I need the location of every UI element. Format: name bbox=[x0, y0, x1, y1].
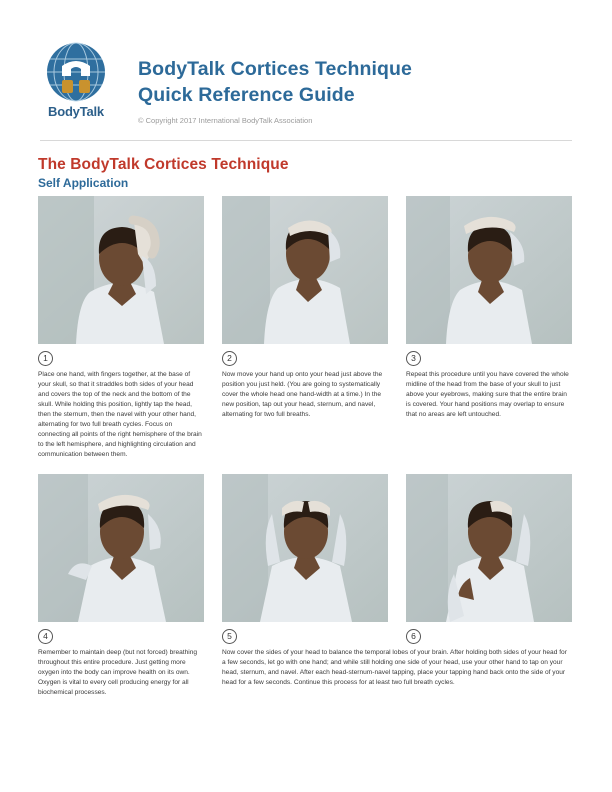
document-header bbox=[40, 42, 572, 134]
step-number-row-5 bbox=[222, 622, 388, 646]
step-number-1: 1 bbox=[38, 351, 53, 366]
step-photo-block-6 bbox=[406, 474, 572, 646]
step-photo-6 bbox=[406, 474, 572, 622]
step-caption-1: Place one hand, with fingers together, at the base of your skull, so that it straddles both sides of your head and covers the top of the neck and the bottom of the skull. While holding this position, lightly tap the head, then the sternum, then the navel with your other hand, alternating for two full breath cycles. Focus on connecting all points of the right hemisphere of the brain to the left hemisphere, and highlighting circulation and communication between them. bbox=[38, 371, 202, 459]
steps-grid bbox=[38, 196, 574, 698]
step-caption-2: Now move your hand up onto your head just above the position you just held. (You are going to systematically cover the whole head one hand-width at a time.) In the new position, tap out your head, sternum, and navel, alternating for two full breaths. bbox=[222, 371, 383, 419]
header-title-block bbox=[138, 42, 412, 125]
person-hand-above-eyebrows-photo bbox=[406, 196, 572, 344]
step-photo-2 bbox=[222, 196, 388, 344]
step-number-row-3 bbox=[406, 344, 572, 368]
step-number-2: 2 bbox=[222, 351, 237, 366]
bodytalk-logo bbox=[40, 42, 112, 124]
step-number-row-6 bbox=[406, 622, 572, 646]
document-title: BodyTalk Cortices Technique bbox=[138, 58, 412, 80]
document-subtitle: Quick Reference Guide bbox=[138, 84, 355, 107]
step-caption-5: Now cover the sides of your head to balance the temporal lobes of your brain. After holding both sides of your head for a few seconds, let go with one hand; and while still holding one side of your head, use your other hand to tap on your head, sternum, and navel. After each head-sternum-navel tapping, place your tapping hand back onto the side of your head for a few seconds. Continue this process for at least two full breath cycles. bbox=[222, 649, 567, 687]
step-number-row-4 bbox=[38, 622, 204, 646]
person-hand-upper-head-photo bbox=[222, 196, 388, 344]
person-one-hand-side-tapping-photo bbox=[406, 474, 572, 622]
copyright-notice: © Copyright 2017 International BodyTalk Association bbox=[138, 115, 313, 125]
step-number-6: 6 bbox=[406, 629, 421, 644]
logo-globe-icon bbox=[40, 42, 112, 104]
header-divider bbox=[40, 140, 572, 141]
step-caption-4: Remember to maintain deep (but not forced) breathing throughout this entire procedure. Just getting more oxygen into the body can improve health on its own. Oxygen is vital to every cell producing energy for all biochemical processes. bbox=[38, 649, 198, 697]
step-item-5-6 bbox=[222, 474, 572, 698]
logo-wordmark: BodyTalk bbox=[48, 104, 104, 119]
steps-row-2 bbox=[38, 474, 574, 698]
step-item-3 bbox=[406, 196, 572, 460]
step-photo-5 bbox=[222, 474, 388, 622]
step-number-row-1 bbox=[38, 344, 204, 368]
person-breathing-photo bbox=[38, 474, 204, 622]
step-photo-block-5 bbox=[222, 474, 388, 646]
step-number-3: 3 bbox=[406, 351, 421, 366]
section-subtitle: Self Application bbox=[38, 176, 129, 190]
step-photo-3 bbox=[406, 196, 572, 344]
steps-row-1 bbox=[38, 196, 574, 460]
step-photo-4 bbox=[38, 474, 204, 622]
step-photo-pair bbox=[222, 474, 572, 646]
section-title: The BodyTalk Cortices Technique bbox=[38, 156, 289, 173]
step-item-1 bbox=[38, 196, 204, 460]
step-item-2 bbox=[222, 196, 388, 460]
step-item-4 bbox=[38, 474, 204, 698]
step-caption-3: Repeat this procedure until you have covered the whole midline of the head from the base of your skull to just above your eyebrows, making sure that the entire brain is covered. Your hand positions may overlap to ensure that no areas are left untouched. bbox=[406, 371, 569, 419]
person-both-hands-sides-of-head-photo bbox=[222, 474, 388, 622]
step-number-row-2 bbox=[222, 344, 388, 368]
step-number-4: 4 bbox=[38, 629, 53, 644]
step-number-5: 5 bbox=[222, 629, 237, 644]
person-hand-base-of-skull-photo bbox=[38, 196, 204, 344]
step-photo-1 bbox=[38, 196, 204, 344]
